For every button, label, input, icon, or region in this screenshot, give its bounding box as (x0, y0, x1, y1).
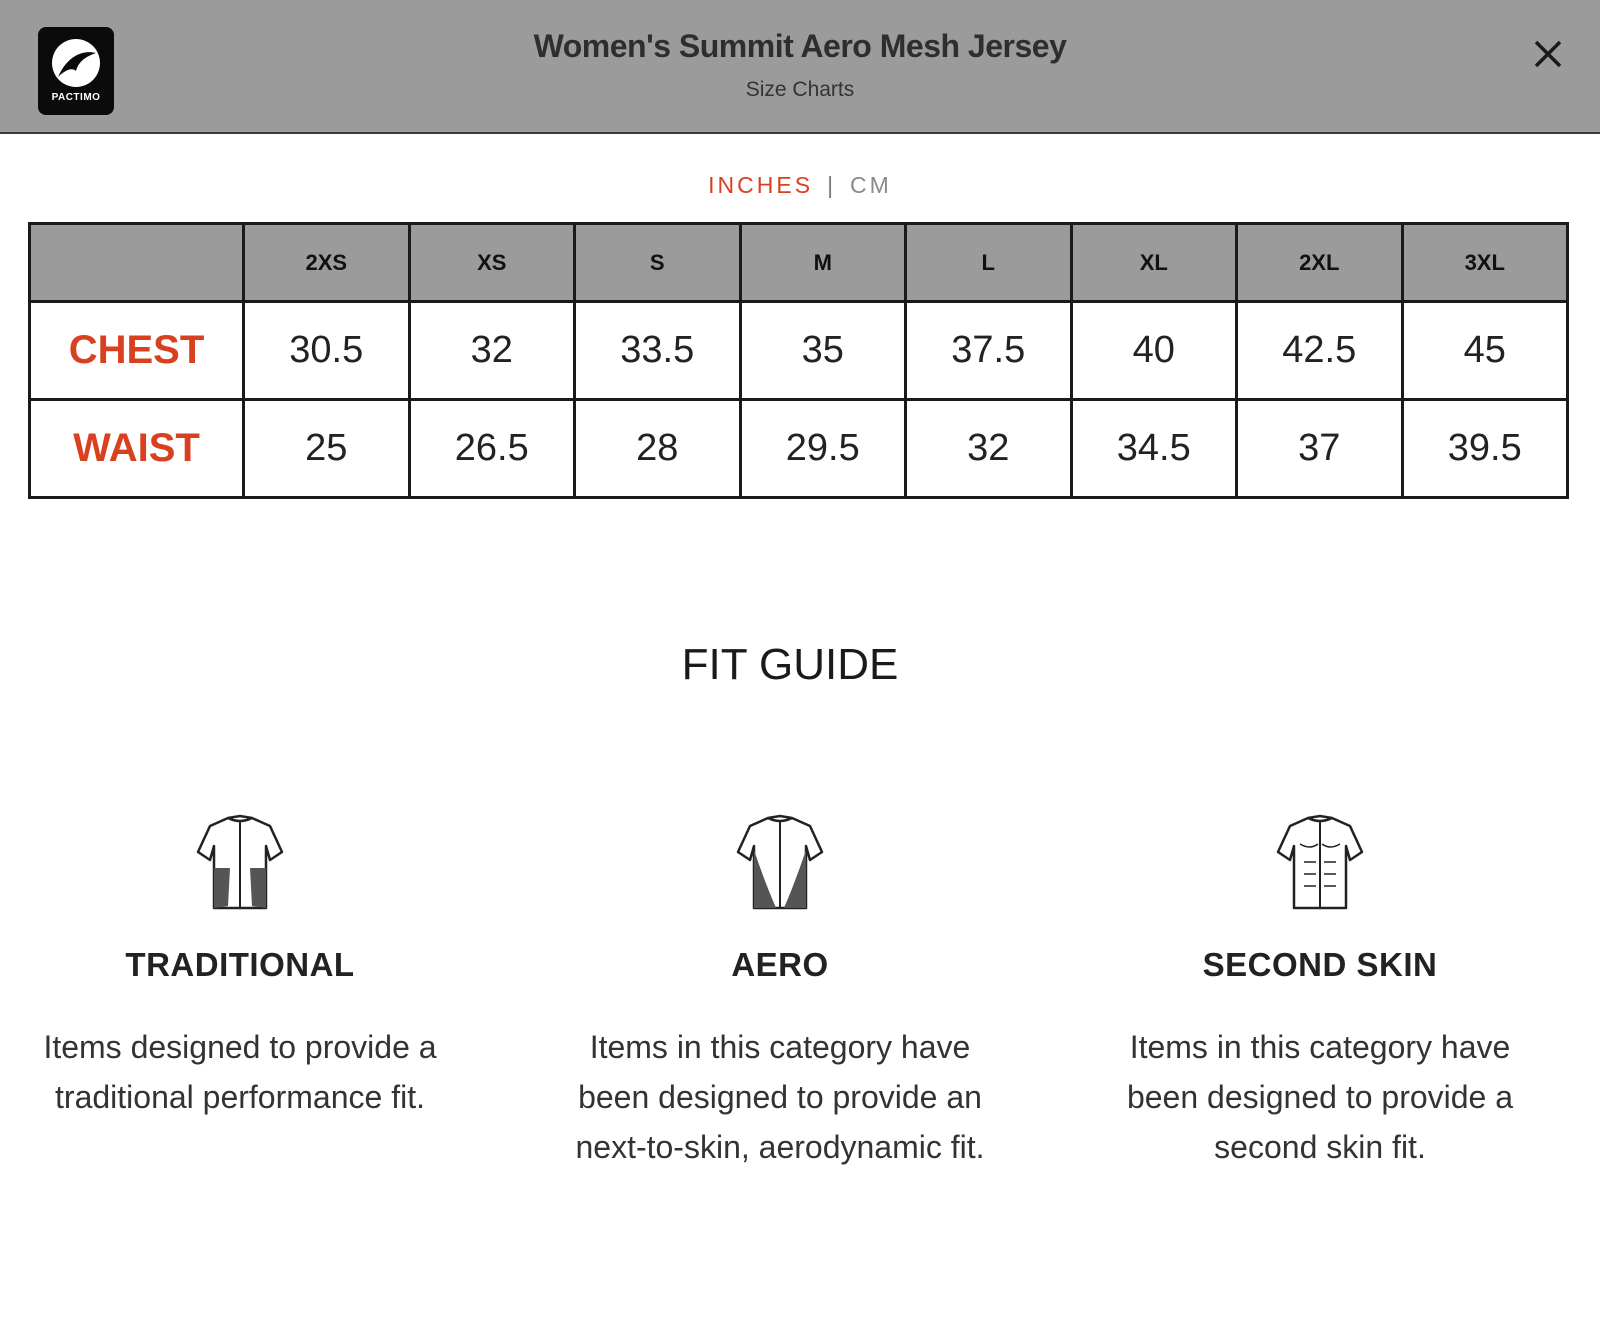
table-cell: 37.5 (906, 302, 1072, 400)
table-cell: 26.5 (409, 400, 575, 498)
fit-item-aero (550, 810, 1010, 1172)
fit-guide-title: FIT GUIDE (681, 640, 899, 689)
brand-name: PACTIMO (51, 92, 101, 103)
table-cell: 35 (740, 302, 906, 400)
table-cell: 37 (1237, 400, 1403, 498)
table-cell: 33.5 (575, 302, 741, 400)
unit-inches-tab[interactable]: INCHES (708, 172, 814, 198)
table-cell: 28 (575, 400, 741, 498)
fit-name: SECOND SKIN (1202, 946, 1438, 983)
fit-description: Items designed to provide a traditional performance fit. (43, 1029, 437, 1115)
size-header-cell: XS (409, 224, 575, 302)
page-subtitle: Size Charts (745, 78, 855, 101)
fit-name: AERO (731, 946, 829, 983)
table-cell: 45 (1402, 302, 1568, 400)
table-row-chest (30, 302, 1568, 400)
close-button[interactable] (1528, 34, 1568, 74)
size-header-cell: 3XL (1402, 224, 1568, 302)
table-cell: 30.5 (244, 302, 410, 400)
fit-item-second-skin (1090, 810, 1550, 1172)
size-header-cell: 2XS (244, 224, 410, 302)
table-cell: 32 (409, 302, 575, 400)
size-header-row (30, 224, 1568, 302)
aero-jersey-icon (730, 810, 830, 920)
table-cell: 39.5 (1402, 400, 1568, 498)
size-header-cell: 2XL (1237, 224, 1403, 302)
table-cell: 40 (1071, 302, 1237, 400)
size-header-cell: M (740, 224, 906, 302)
table-row-waist (30, 400, 1568, 498)
table-cell: 29.5 (740, 400, 906, 498)
page-title: Women's Summit Aero Mesh Jersey (533, 28, 1067, 64)
traditional-jersey-icon (190, 810, 290, 920)
fit-name: TRADITIONAL (125, 946, 355, 983)
modal-header (0, 0, 1600, 134)
fit-description: Items in this category have been designed to provide an next-to-skin, aerodynamic fit. (575, 1029, 985, 1165)
row-label-waist: WAIST (30, 400, 244, 498)
fit-description: Items in this category have been designed to provide a second skin fit. (1126, 1029, 1514, 1165)
size-header-corner (30, 224, 244, 302)
table-cell: 34.5 (1071, 400, 1237, 498)
unit-cm-tab[interactable]: CM (850, 172, 892, 198)
table-cell: 42.5 (1237, 302, 1403, 400)
table-cell: 32 (906, 400, 1072, 498)
size-header-cell: S (575, 224, 741, 302)
size-header-cell: L (906, 224, 1072, 302)
row-label-chest: CHEST (30, 302, 244, 400)
table-cell: 25 (244, 400, 410, 498)
size-header-cell: XL (1071, 224, 1237, 302)
second-skin-jersey-icon (1270, 810, 1370, 920)
fit-item-traditional (10, 810, 470, 1122)
size-table (28, 222, 1569, 499)
close-icon (1528, 34, 1568, 74)
unit-separator: | (827, 172, 837, 198)
unit-toggle (0, 172, 1600, 199)
